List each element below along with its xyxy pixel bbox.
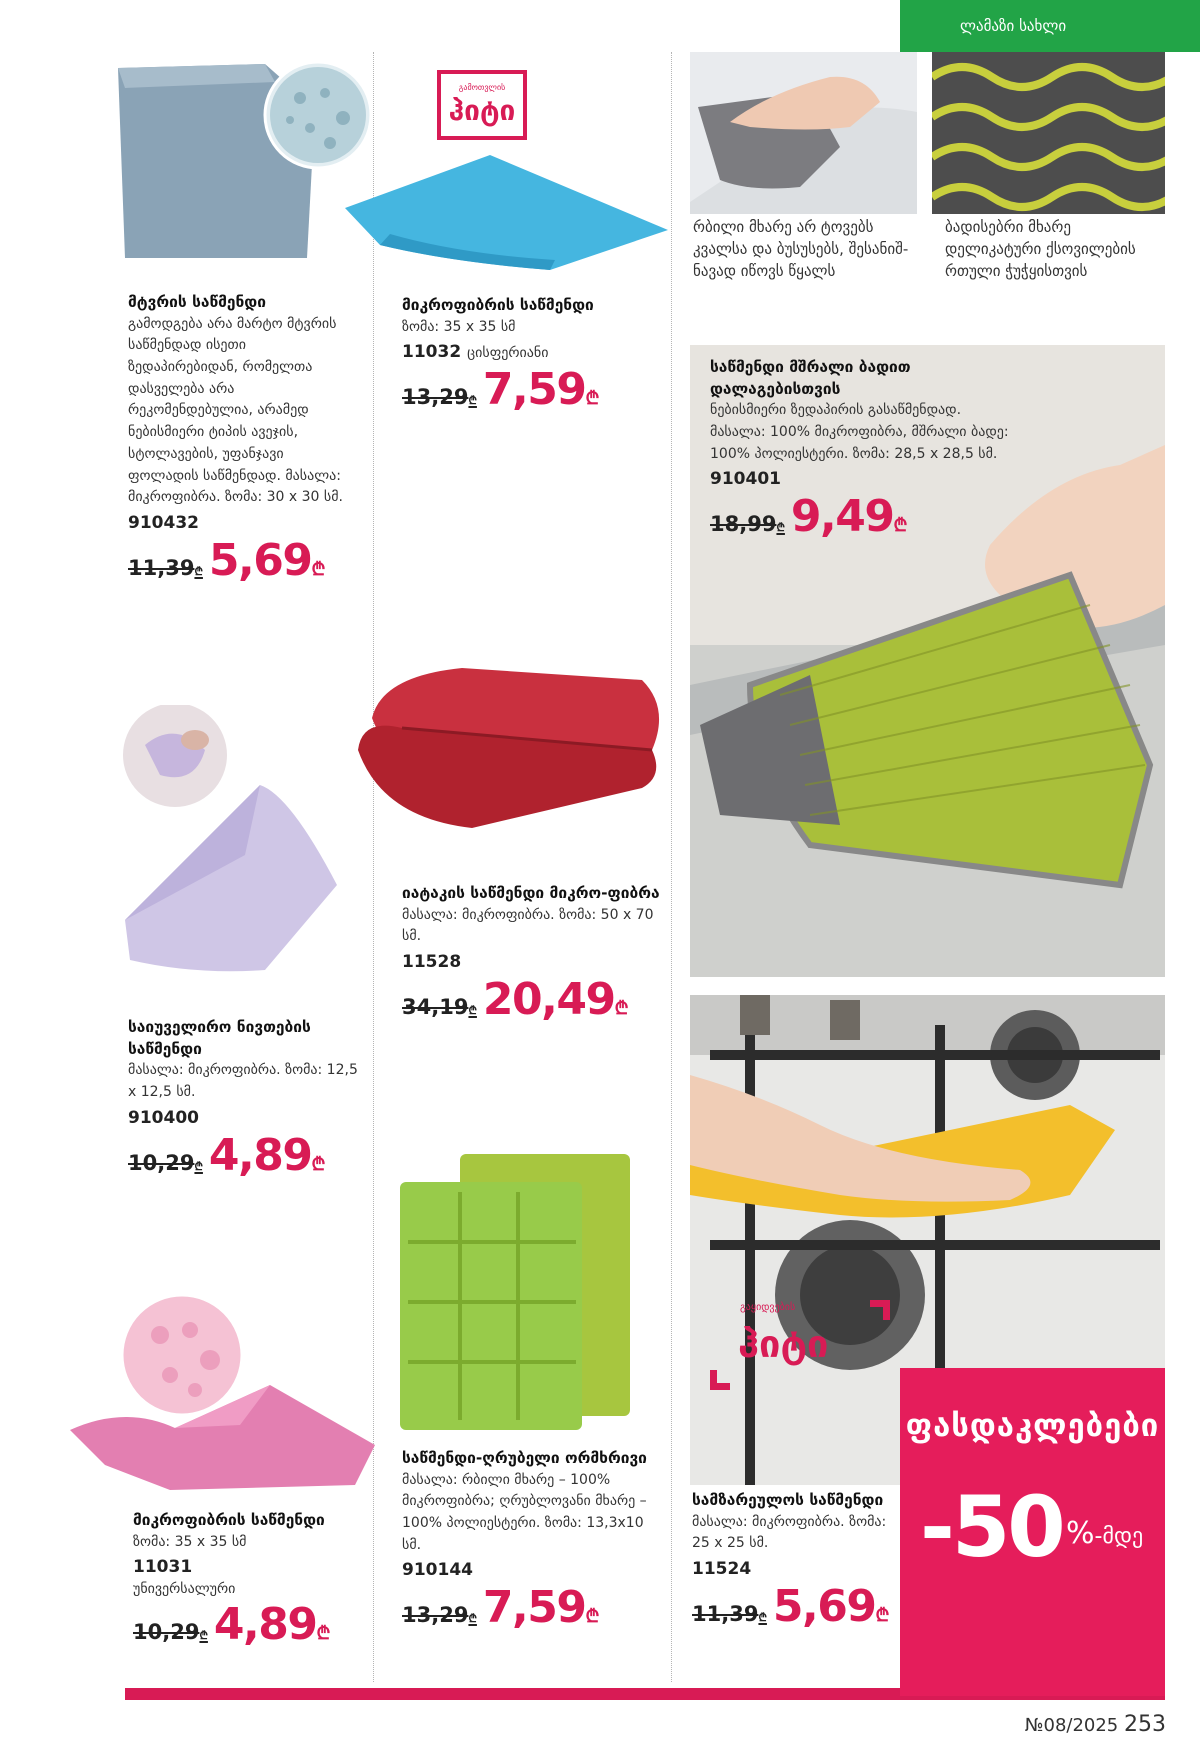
product-note: უნივერსალური (133, 1581, 236, 1598)
sponge-cloth-image (398, 1152, 633, 1432)
mesh-side-photo (932, 52, 1165, 214)
product-title: მიკროფიბრის საწმენდი (402, 296, 594, 314)
old-price: 34,19₾ (402, 995, 477, 1020)
red-towel-image (352, 658, 672, 838)
product-code: 11528 (402, 952, 462, 973)
price-row (692, 1581, 902, 1632)
new-price: 20,49₾ (482, 974, 627, 1026)
pink-cloth-image (65, 1290, 375, 1500)
product-code: 11032 ცისფერიანი (402, 342, 549, 363)
product-title: საწმენდი მშრალი ბადით დალაგებისთვის (710, 358, 911, 398)
product-description: მასალა: მიკროფიბრა. ზომა: 12,5 x 12,5 სმ. (128, 1062, 358, 1101)
product-card (128, 1017, 358, 1181)
price-row (128, 535, 358, 586)
sale-title: ფასდაკლებები (905, 1408, 1160, 1444)
product-card (133, 1510, 368, 1650)
product-description: ზომა: 35 x 35 სმ (402, 318, 516, 335)
product-code: 910401 (710, 469, 781, 490)
price-row (133, 1599, 368, 1650)
soft-side-photo (690, 52, 917, 214)
sale-suffix: %-მდე (1066, 1516, 1144, 1551)
product-code: 910400 (128, 1107, 199, 1128)
old-price: 10,29₾ (128, 1150, 203, 1175)
product-card (692, 1490, 902, 1632)
soft-side-caption: რბილი მხარე არ ტოვებს კვალსა და ბუსუსებს, შესანიშ-ნავად იწოვს წყალს (693, 218, 909, 280)
old-price: 13,29₾ (402, 1603, 477, 1628)
product-code: 910144 (402, 1560, 473, 1581)
product-card (710, 357, 1020, 542)
new-price: 7,59₾ (482, 364, 598, 416)
price-row (402, 974, 662, 1025)
price-row (710, 491, 1020, 542)
old-price: 11,39₾ (692, 1602, 767, 1627)
old-price: 10,29₾ (133, 1620, 208, 1645)
product-card (402, 883, 662, 1025)
sale-banner[interactable] (900, 1368, 1165, 1696)
product-card (402, 1448, 662, 1633)
product-code: 11031 (133, 1557, 193, 1578)
product-title: მტვრის საწმენდი (128, 293, 266, 311)
product-description: მასალა: რბილი მხარე – 100% მიკროფიბრა; ღრუბლოვანი მხარე – 100% პოლიესტერი. ზომა: 13,3x10 სმ. (402, 1471, 647, 1553)
product-description: გამოდგება არა მარტო მტვრის საწმენდად ისეთი ზედაპირებიდან, რომელთა დასველება არა რეკომენდებულია, არამედ ნებისმიერი ტიპის ავეჯის, სტოლავების, უფანჯავი ფოლადის საწმენდად. მასალა: მიკროფიბრა. ზომა: 30 x 30 სმ. (128, 315, 343, 506)
new-price: 5,69₾ (208, 534, 324, 586)
product-card (128, 292, 358, 586)
old-price: 18,99₾ (710, 512, 785, 537)
old-price: 13,29₾ (402, 385, 477, 410)
product-title: საიუველირო ნივთების საწმენდი (128, 1018, 311, 1058)
new-price: 9,49₾ (790, 491, 906, 543)
product-description: მასალა: მიკროფიბრა. ზომა: 25 x 25 სმ. (692, 1513, 887, 1552)
hit-corner-badge: გაყიდვების ჰიტი (710, 1300, 890, 1400)
new-price: 4,89₾ (213, 1599, 329, 1651)
price-row (402, 1582, 662, 1633)
product-description: მასალა: მიკროფიბრა. ზომა: 50 x 70 სმ. (402, 906, 654, 945)
mesh-side-caption: ბადისებრი მხარე დელიკატური ქსოვილების რთული ჭუჭყისთვის (945, 218, 1136, 280)
issue-number: №08/2025 (1024, 1715, 1119, 1736)
product-title: სამზარეულოს საწმენდი (692, 1491, 884, 1509)
product-code: 11524 (692, 1559, 752, 1580)
product-description: ზომა: 35 x 35 სმ (133, 1533, 247, 1550)
section-tab-label: ლამაზი სახლი (960, 17, 1067, 35)
product-description: ნებისმიერი ზედაპირის გასაწმენდად. მასალა: 100% მიკროფიბრა, მშრალი ბადე: 100% პოლიესტერი. ზომა: 28,5 x 28,5 სმ. (710, 402, 1009, 462)
price-row (402, 364, 652, 415)
new-price: 7,59₾ (482, 1582, 598, 1634)
new-price: 4,89₾ (208, 1129, 324, 1181)
page-number: 253 (1124, 1712, 1166, 1737)
new-price: 5,69₾ (772, 1581, 888, 1633)
product-title: მიკროფიბრის საწმენდი (133, 1511, 325, 1529)
sale-percent: -50 (920, 1478, 1063, 1576)
section-tab[interactable] (900, 0, 1200, 52)
column-divider (671, 52, 672, 1682)
jewelry-cloth-image (115, 705, 375, 1005)
page-footer (1025, 1712, 1166, 1737)
dust-cloth-image (115, 58, 375, 268)
old-price: 11,39₾ (128, 555, 203, 580)
product-code: 910432 (128, 512, 199, 533)
product-title: საწმენდი-ღრუბელი ორმხრივი (402, 1449, 647, 1467)
product-card (402, 295, 652, 415)
hit-badge: გამოთვლის ჰიტი (437, 70, 527, 140)
product-title: იატაკის საწმენდი მიკრო-ფიბრა (402, 884, 660, 902)
price-row (128, 1130, 358, 1181)
blue-cloth-image (340, 150, 670, 275)
